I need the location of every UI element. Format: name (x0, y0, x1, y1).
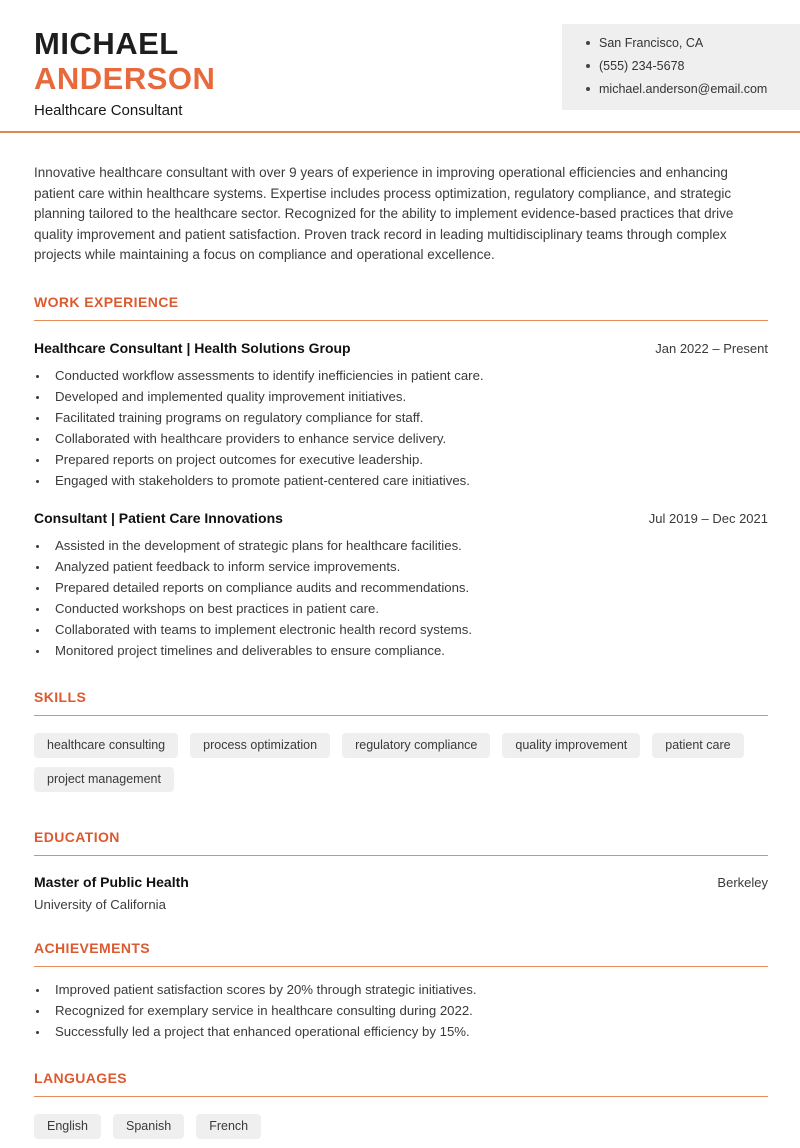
job-bullet-list (34, 535, 768, 661)
education-heading: EDUCATION (34, 829, 768, 856)
languages-heading: LANGUAGES (34, 1070, 768, 1097)
job-title-company: Healthcare Consultant | Health Solutions Group (34, 339, 351, 356)
job-bullet: • Developed and implemented quality improvement initiatives. (49, 386, 768, 407)
job-bullet: • Facilitated training programs on regulatory compliance for staff. (49, 407, 768, 428)
achievement-bullet: • Improved patient satisfaction scores by 20% through strategic initiatives. (49, 979, 768, 1000)
language-tag: English (34, 1114, 101, 1139)
summary-paragraph: Innovative healthcare consultant with over 9 years of experience in improving operational efficiencies and enhancing patient care within healthcare systems. Expertise includes process optimization, regulatory compliance, and strategic planning tailored to the healthcare sector. Recognized for the ability to implement evidence-based practices that drive quality improvement and patient satisfaction. Proven track record in leading multidisciplinary teams through complex projects while maintaining a focus on compliance and operational excellence. (34, 165, 734, 263)
achievements-list (34, 979, 768, 1042)
contact-list-item (572, 36, 792, 50)
job-bullet: • Conducted workshops on best practices in patient care. (49, 598, 768, 619)
contact-list (572, 36, 792, 96)
work-experience-heading: WORK EXPERIENCE (34, 294, 768, 321)
section-skills (34, 689, 768, 801)
job-bullet-list (34, 365, 768, 491)
skill-tag: quality improvement (502, 733, 640, 758)
bullet-icon (586, 41, 590, 45)
job-title-company: Consultant | Patient Care Innovations (34, 509, 283, 526)
job-bullet: • Engaged with stakeholders to promote patient-centered care initiatives. (49, 470, 768, 491)
achievement-bullet: • Recognized for exemplary service in healthcare consulting during 2022. (49, 1000, 768, 1021)
job-bullet: • Analyzed patient feedback to inform service improvements. (49, 556, 768, 577)
contact-list-item (572, 59, 792, 73)
job-header-row (34, 510, 768, 526)
education-location: Berkeley (717, 874, 768, 890)
achievement-bullet: • Successfully led a project that enhanced operational efficiency by 15%. (49, 1021, 768, 1042)
resume-body (0, 163, 800, 1148)
job-bullet: • Collaborated with healthcare providers to enhance service delivery. (49, 428, 768, 449)
bullet-icon (586, 87, 590, 91)
skill-tag: patient care (652, 733, 743, 758)
contact-item-text: (555) 234-5678 (599, 59, 685, 73)
section-achievements (34, 940, 768, 1042)
education-entry (34, 874, 768, 912)
job-dates: Jan 2022 – Present (655, 340, 768, 356)
language-tag: French (196, 1114, 261, 1139)
skills-tag-list (34, 733, 768, 801)
skill-tag: regulatory compliance (342, 733, 490, 758)
contact-item-text: michael.anderson@email.com (599, 82, 768, 96)
skill-tag: project management (34, 767, 174, 792)
education-school: University of California (34, 896, 166, 912)
job-entry (34, 340, 768, 491)
job-header-row (34, 340, 768, 356)
section-work-experience (34, 294, 768, 661)
candidate-last-name: ANDERSON (34, 61, 216, 96)
contact-info-box (562, 24, 800, 110)
section-languages (34, 1070, 768, 1148)
job-entry (34, 510, 768, 661)
job-bullet: • Assisted in the development of strategic plans for healthcare facilities. (49, 535, 768, 556)
language-tag: Spanish (113, 1114, 184, 1139)
bullet-icon (586, 64, 590, 68)
job-bullet: • Conducted workflow assessments to identify inefficiencies in patient care. (49, 365, 768, 386)
candidate-job-title: Healthcare Consultant (34, 102, 183, 119)
job-bullet: • Prepared detailed reports on compliance audits and recommendations. (49, 577, 768, 598)
job-bullet: • Prepared reports on project outcomes for executive leadership. (49, 449, 768, 470)
header-divider (0, 131, 800, 133)
skill-tag: healthcare consulting (34, 733, 178, 758)
contact-list-item (572, 82, 792, 96)
job-list (34, 340, 768, 661)
languages-tag-list (34, 1114, 768, 1148)
section-education (34, 829, 768, 912)
job-bullet: • Monitored project timelines and deliverables to ensure compliance. (49, 640, 768, 661)
candidate-first-name: MICHAEL (34, 26, 179, 61)
resume-header (0, 0, 800, 131)
education-degree: Master of Public Health (34, 873, 189, 890)
skills-heading: SKILLS (34, 689, 768, 716)
education-header-row (34, 874, 768, 890)
contact-item-text: San Francisco, CA (599, 36, 704, 50)
achievements-heading: ACHIEVEMENTS (34, 940, 768, 967)
job-bullet: • Collaborated with teams to implement electronic health record systems. (49, 619, 768, 640)
skill-tag: process optimization (190, 733, 330, 758)
job-dates: Jul 2019 – Dec 2021 (648, 510, 768, 526)
